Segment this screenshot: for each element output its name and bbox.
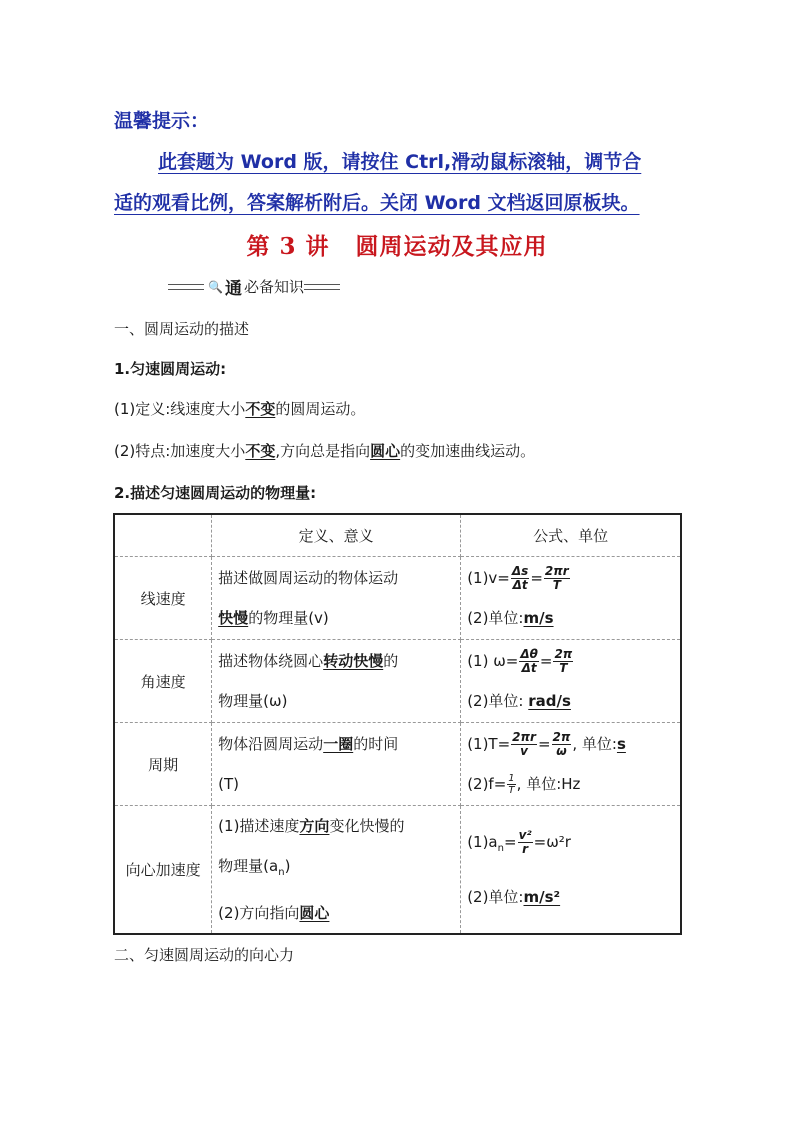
table-row bbox=[114, 557, 681, 640]
quantity-formula bbox=[461, 557, 681, 640]
text: = bbox=[537, 735, 551, 753]
quantity-meaning bbox=[212, 640, 461, 723]
text: = bbox=[503, 833, 517, 851]
text: (1) ω= bbox=[467, 652, 519, 670]
numerator: 1 bbox=[508, 773, 515, 784]
text: (1)T= bbox=[467, 735, 511, 753]
key-term: 一圈 bbox=[323, 735, 354, 753]
text: = bbox=[539, 652, 553, 670]
subsection-2: 2.描述匀速圆周运动的物理量: bbox=[114, 484, 317, 502]
quantity-formula bbox=[461, 723, 681, 806]
tip-line-2: 适的观看比例，答案解析附后。关闭 Word 文档返回原板块。 bbox=[114, 192, 640, 214]
denominator: ω bbox=[556, 744, 567, 758]
table-row bbox=[114, 806, 681, 935]
text: (T) bbox=[218, 775, 240, 793]
text: ,方向总是指向 bbox=[275, 442, 371, 460]
divider-line-left bbox=[168, 284, 204, 290]
fraction bbox=[518, 829, 533, 856]
unit: s bbox=[616, 735, 626, 753]
text: ) bbox=[284, 857, 291, 875]
section-1-heading: 一、圆周运动的描述 bbox=[114, 320, 250, 338]
key-term: 不变 bbox=[245, 442, 276, 460]
text: 的 bbox=[383, 652, 399, 670]
divider-line-right bbox=[304, 284, 340, 290]
text: , 单位:Hz bbox=[516, 775, 581, 793]
numerator: Δθ bbox=[520, 647, 538, 661]
text: 的变加速曲线运动。 bbox=[400, 442, 536, 460]
denominator: Δt bbox=[512, 578, 528, 592]
magnifier-icon: 🔍 bbox=[208, 279, 223, 294]
table-header bbox=[114, 514, 212, 557]
key-term: 圆心 bbox=[370, 442, 401, 460]
numerator: 2π bbox=[552, 730, 571, 744]
numerator: v² bbox=[518, 828, 532, 842]
quantity-name: 周期 bbox=[114, 723, 212, 806]
tip-line-1: 此套题为 Word 版，请按住 Ctrl,滑动鼠标滚轴，调节合 bbox=[158, 151, 642, 173]
denominator: T bbox=[552, 578, 561, 592]
divider-label: 必备知识 bbox=[243, 278, 304, 296]
numerator: 2πr bbox=[544, 564, 569, 578]
quantity-name: 角速度 bbox=[114, 640, 212, 723]
fraction bbox=[511, 565, 529, 592]
quantities-table bbox=[113, 513, 682, 935]
feature-line bbox=[114, 440, 535, 461]
text: 物理量(a bbox=[218, 857, 279, 875]
denominator: T bbox=[508, 785, 515, 796]
text: 物体沿圆周运动 bbox=[218, 735, 324, 753]
key-term: 不变 bbox=[245, 400, 276, 418]
quantity-meaning bbox=[212, 557, 461, 640]
quantity-formula bbox=[461, 640, 681, 723]
denominator: v bbox=[520, 744, 528, 758]
fraction bbox=[553, 648, 573, 675]
key-term: 转动快慢 bbox=[323, 652, 384, 670]
text: 描述做圆周运动的物体运动 bbox=[218, 569, 399, 587]
fraction bbox=[552, 731, 572, 758]
text: (1)a bbox=[467, 833, 498, 851]
text: (2)单位: bbox=[467, 609, 524, 627]
unit: m/s² bbox=[523, 888, 561, 906]
subscript: n bbox=[278, 867, 285, 878]
text: = bbox=[530, 569, 543, 587]
denominator: T bbox=[559, 661, 568, 675]
table-header: 定义、意义 bbox=[212, 514, 461, 557]
text: 的物理量(v) bbox=[248, 609, 329, 627]
text: 变化快慢的 bbox=[329, 817, 405, 835]
text: (2)方向指向 bbox=[218, 904, 300, 922]
quantity-name: 向心加速度 bbox=[114, 806, 212, 935]
unit: rad/s bbox=[528, 692, 571, 710]
lecture-number: 第 3 讲 bbox=[246, 233, 330, 260]
subscript: n bbox=[497, 843, 504, 854]
text: 的圆周运动。 bbox=[275, 400, 366, 418]
text: ω²r bbox=[546, 833, 571, 851]
numerator: 2πr bbox=[512, 730, 536, 744]
text: = bbox=[533, 833, 547, 851]
section-divider bbox=[168, 274, 340, 299]
fraction bbox=[544, 565, 570, 592]
text: 的时间 bbox=[353, 735, 399, 753]
quantity-name: 线速度 bbox=[114, 557, 212, 640]
table-row bbox=[114, 640, 681, 723]
key-term: 方向 bbox=[299, 817, 330, 835]
text: (1)定义:线速度大小 bbox=[114, 400, 246, 418]
text: (2)f= bbox=[467, 775, 507, 793]
text: (2)单位: bbox=[467, 888, 524, 906]
tip-title: 温馨提示： bbox=[114, 110, 210, 132]
denominator: r bbox=[522, 842, 529, 856]
quantity-formula bbox=[461, 806, 681, 935]
denominator: Δt bbox=[521, 661, 537, 675]
lecture-title bbox=[0, 228, 794, 261]
text: (2)特点:加速度大小 bbox=[114, 442, 246, 460]
fraction bbox=[511, 731, 537, 758]
subsection-1: 1.匀速圆周运动: bbox=[114, 360, 227, 378]
text: 物理量(ω) bbox=[218, 692, 288, 710]
text: 描述物体绕圆心 bbox=[218, 652, 324, 670]
text: (1)v= bbox=[467, 569, 510, 587]
key-term: 快慢 bbox=[218, 609, 249, 627]
unit: m/s bbox=[523, 609, 554, 627]
numerator: 2π bbox=[554, 647, 573, 661]
quantity-meaning bbox=[212, 723, 461, 806]
table-row bbox=[114, 723, 681, 806]
table-header-row bbox=[114, 514, 681, 557]
numerator: Δs bbox=[511, 564, 529, 578]
table-header: 公式、单位 bbox=[461, 514, 681, 557]
fraction bbox=[519, 648, 539, 675]
definition-line bbox=[114, 398, 365, 419]
lecture-name: 圆周运动及其应用 bbox=[355, 233, 548, 260]
quantity-meaning bbox=[212, 806, 461, 935]
section-2-heading: 二、匀速圆周运动的向心力 bbox=[114, 946, 295, 964]
fraction bbox=[507, 773, 515, 796]
tong-icon: 通 bbox=[224, 279, 242, 299]
text: (1)描述速度 bbox=[218, 817, 300, 835]
key-term: 圆心 bbox=[299, 904, 330, 922]
text: , 单位: bbox=[572, 735, 617, 753]
text: (2)单位: bbox=[467, 692, 529, 710]
